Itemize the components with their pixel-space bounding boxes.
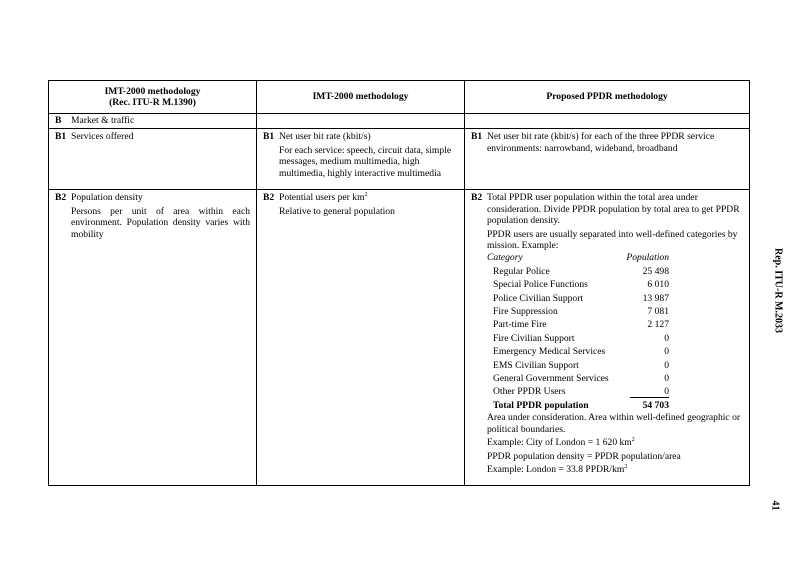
population-cell: 0 [664, 359, 669, 371]
population-cell: 0 [664, 372, 669, 384]
b1-col1 [49, 129, 257, 190]
methodology-table [48, 80, 750, 486]
category-cell: EMS Civilian Support [493, 359, 579, 371]
area-text: Area under consideration. Area within well-defined geographic or political boundaries. [487, 412, 741, 435]
table-row [487, 305, 743, 318]
table-header-row [49, 81, 750, 114]
b1-col2 [257, 129, 465, 190]
header-col1-line1: IMT-2000 methodology [104, 85, 201, 97]
population-head: Population [626, 252, 669, 264]
b1-c2-num: B1 [263, 131, 275, 142]
b1-c1-num: B1 [55, 131, 67, 142]
header-col1 [49, 81, 257, 114]
b1-c1-text: Services offered [71, 131, 134, 142]
category-table [487, 252, 743, 413]
b2-c2-num: B2 [263, 192, 275, 203]
example-1 [487, 437, 743, 449]
category-cell: Special Police Functions [493, 279, 588, 291]
table-row [487, 318, 743, 331]
example-2 [487, 464, 743, 476]
b1-c3-text: Net user bit rate (kbit/s) for each of the three PPDR service environments: narrowband, wideband, broadband [487, 131, 715, 154]
population-cell: 25 498 [642, 265, 669, 277]
b2-c2-text: Potential users per km [279, 192, 365, 203]
example-1-sup: 2 [631, 437, 635, 443]
population-cell: 6 010 [647, 279, 669, 291]
b2-col1 [49, 190, 257, 486]
section-title: Market & traffic [71, 115, 135, 126]
header-col3: Proposed PPDR methodology [465, 81, 750, 114]
table-row [487, 345, 743, 358]
section-num: B [55, 115, 62, 126]
table-row [487, 359, 743, 372]
b2-c1-text: Population density [71, 192, 143, 203]
total-value: 54 703 [642, 399, 669, 411]
b2-c2-sup: 2 [364, 191, 368, 198]
b2-col3 [465, 190, 750, 486]
b2-c3-p2: PPDR users are usually separated into well-defined categories by mission. Example: [487, 228, 738, 251]
header-col2: IMT-2000 methodology [257, 81, 465, 114]
category-cell: Regular Police [493, 265, 550, 277]
population-cell [623, 385, 669, 398]
b2-c1-num: B2 [55, 192, 67, 203]
b2-row [49, 190, 750, 486]
section-empty-cell-3 [465, 114, 750, 129]
table-row [487, 385, 743, 398]
b1-c3-num: B1 [471, 131, 483, 142]
b1-col3 [465, 129, 750, 190]
section-row [49, 114, 750, 129]
population-cell: 13 987 [642, 292, 669, 304]
table-row [487, 265, 743, 278]
header-col1-line2: (Rec. ITU-R M.1390) [109, 97, 196, 108]
b1-row [49, 129, 750, 190]
b2-col2 [257, 190, 465, 486]
population-value-underlined: 0 [630, 386, 669, 398]
category-head: Category [487, 252, 523, 264]
density-text: PPDR population density = PPDR population/area [487, 450, 681, 462]
category-cell: Other PPDR Users [493, 386, 566, 398]
total-row [487, 399, 743, 412]
category-table-header [487, 252, 743, 265]
population-cell: 0 [664, 332, 669, 344]
category-cell: Fire Suppression [493, 306, 558, 317]
category-cell: Fire Civilian Support [493, 332, 575, 344]
table-row [487, 332, 743, 345]
section-cell [49, 114, 257, 129]
b2-c1-sub: Persons per unit of area within each environment. Population density varies with mobility [71, 205, 250, 240]
side-label: Rep. ITU-R M.2033 [772, 248, 784, 333]
category-cell: Emergency Medical Services [493, 346, 606, 358]
population-cell: 7 081 [647, 306, 669, 317]
b1-c2-sub: For each service: speech, circuit data, simple messages, medium multimedia, high multimedia, highly interactive multimedia [279, 144, 452, 179]
side-running-header [768, 235, 788, 355]
b2-c3-text: Total PPDR user population within the total area under consideration. Divide PPDR population by total area to get PPDR population density. [487, 192, 740, 226]
population-cell: 2 127 [647, 319, 669, 331]
example-1-text: Example: City of London = 1 620 km [487, 437, 632, 449]
total-label: Total PPDR population [493, 399, 589, 411]
b2-c2-sub: Relative to general population [279, 205, 395, 217]
page-number: 41 [769, 500, 781, 511]
example-2-text: Example: London = 33.8 PPDR/km [487, 464, 625, 476]
example-2-sup: 2 [624, 464, 628, 470]
category-cell: General Government Services [493, 372, 609, 384]
population-cell: 0 [664, 346, 669, 358]
section-empty-cell-2 [257, 114, 465, 129]
category-cell: Police Civilian Support [493, 292, 584, 304]
b2-c3-num: B2 [471, 192, 483, 203]
b1-c2-text: Net user bit rate (kbit/s) [279, 131, 371, 142]
category-cell: Part-time Fire [493, 319, 547, 331]
table-row [487, 372, 743, 385]
table-row [487, 292, 743, 305]
table-row [487, 278, 743, 291]
